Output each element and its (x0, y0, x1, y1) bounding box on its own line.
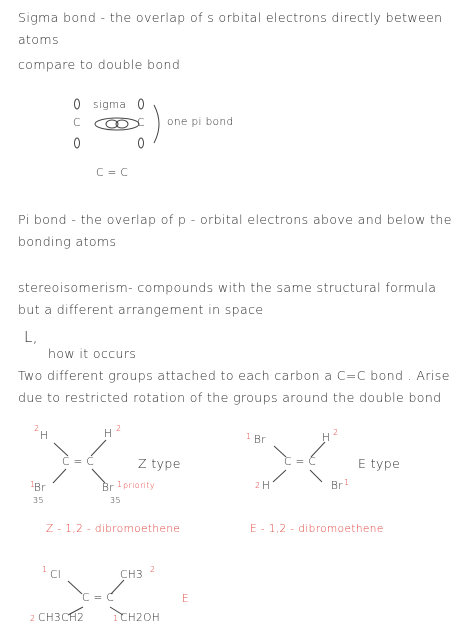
z-carbon-double-bond: C = C (62, 456, 95, 468)
e-rank-left-bottom: 2 (255, 481, 261, 490)
m3-carbon-double-bond: C = C (82, 592, 115, 604)
m3-ch3ch2: CH3CH2 (38, 612, 85, 624)
z-rank-right-top: 2 (116, 424, 122, 433)
m3-rank-ch2oh: 1 (113, 614, 119, 623)
z-bond-h-right (91, 440, 106, 456)
z-rank-left-top: 2 (34, 424, 40, 433)
m3-ch2oh: CH2OH (120, 612, 161, 624)
pi-definition-line1: Pi bond - the overlap of p - orbital electrons above and below the (18, 212, 452, 227)
e-h-right: H (322, 432, 331, 444)
e-rank-right-top: 2 (333, 428, 339, 437)
stereo-definition-line2: but a different arrangement in space (18, 302, 264, 317)
pi-definition-line2: bonding atoms (18, 234, 117, 249)
z-h-right: H (104, 428, 113, 440)
z-br-left: Br (34, 482, 46, 494)
z-mass-right: 35 (110, 496, 121, 505)
m3-type-label: E (182, 593, 190, 605)
e-isomer-name: E - 1,2 - dibromoethene (250, 523, 384, 535)
compare-double-bond: compare to double bond (18, 57, 181, 72)
p-orbital-right-top (139, 99, 144, 109)
m3-rank-cl: 1 (42, 565, 48, 574)
z-rank-left-bottom: 1 (30, 480, 36, 489)
z-priority-label: priority (123, 481, 156, 490)
z-isomer-name: Z - 1,2 - dibromoethene (46, 523, 181, 535)
e-rank-left-top: 1 (246, 432, 252, 441)
e-carbon-double-bond: C = C (284, 456, 317, 468)
double-bond-label: C = C (96, 167, 129, 179)
sigma-definition-line2: atoms (18, 32, 59, 47)
z-br-right: Br (102, 482, 114, 494)
pi-bond-label: one pi bond (167, 116, 234, 128)
sigma-label: sigma (93, 99, 127, 111)
sigma-overlap-ellipse (95, 118, 139, 130)
carbon-left-label: C (73, 117, 81, 129)
occurs-line2: due to restricted rotation of the groups around the double bond (18, 390, 442, 405)
m3-ch3: CH3 (120, 569, 144, 581)
e-type-label: E type (358, 456, 401, 471)
e-bond-br-right (310, 470, 322, 482)
e-br-right: Br (331, 480, 343, 492)
m3-rank-ch3ch2: 2 (30, 614, 36, 623)
m3-bond-cl (68, 581, 82, 594)
carbon-right-label: C (137, 117, 145, 129)
z-bond-br-left (53, 469, 66, 483)
p-orbital-left-top (75, 99, 80, 109)
arrow-mark: L, (24, 328, 38, 346)
e-br-left: Br (254, 434, 266, 446)
stereo-definition-line1: stereoisomerism- compounds with the same structural formula (18, 280, 437, 295)
e-bond-h-left (273, 470, 286, 482)
occurs-line1: Two different groups attached to each carbon a C=C bond . Arise (18, 368, 450, 383)
p-orbital-right-bottom (139, 138, 144, 148)
z-rank-right-bottom: 1 (117, 480, 123, 489)
z-h-left: H (40, 430, 49, 442)
z-type-label: Z type (138, 456, 181, 471)
e-bond-h-right (311, 442, 325, 457)
e-h-left: H (262, 480, 271, 492)
m3-cl: Cl (50, 569, 62, 581)
z-mass-left: 35 (33, 496, 44, 505)
sigma-definition-line1: Sigma bond - the overlap of s orbital electrons directly between (18, 10, 443, 25)
p-orbital-left-bottom (75, 138, 80, 148)
m3-rank-ch3: 2 (150, 565, 156, 574)
how-it-occurs: how it occurs (48, 346, 137, 361)
z-bond-h-left (54, 443, 68, 456)
z-bond-br-right (92, 469, 105, 483)
e-rank-right-bottom: 1 (344, 478, 350, 487)
pi-bond-bracket (154, 105, 159, 143)
